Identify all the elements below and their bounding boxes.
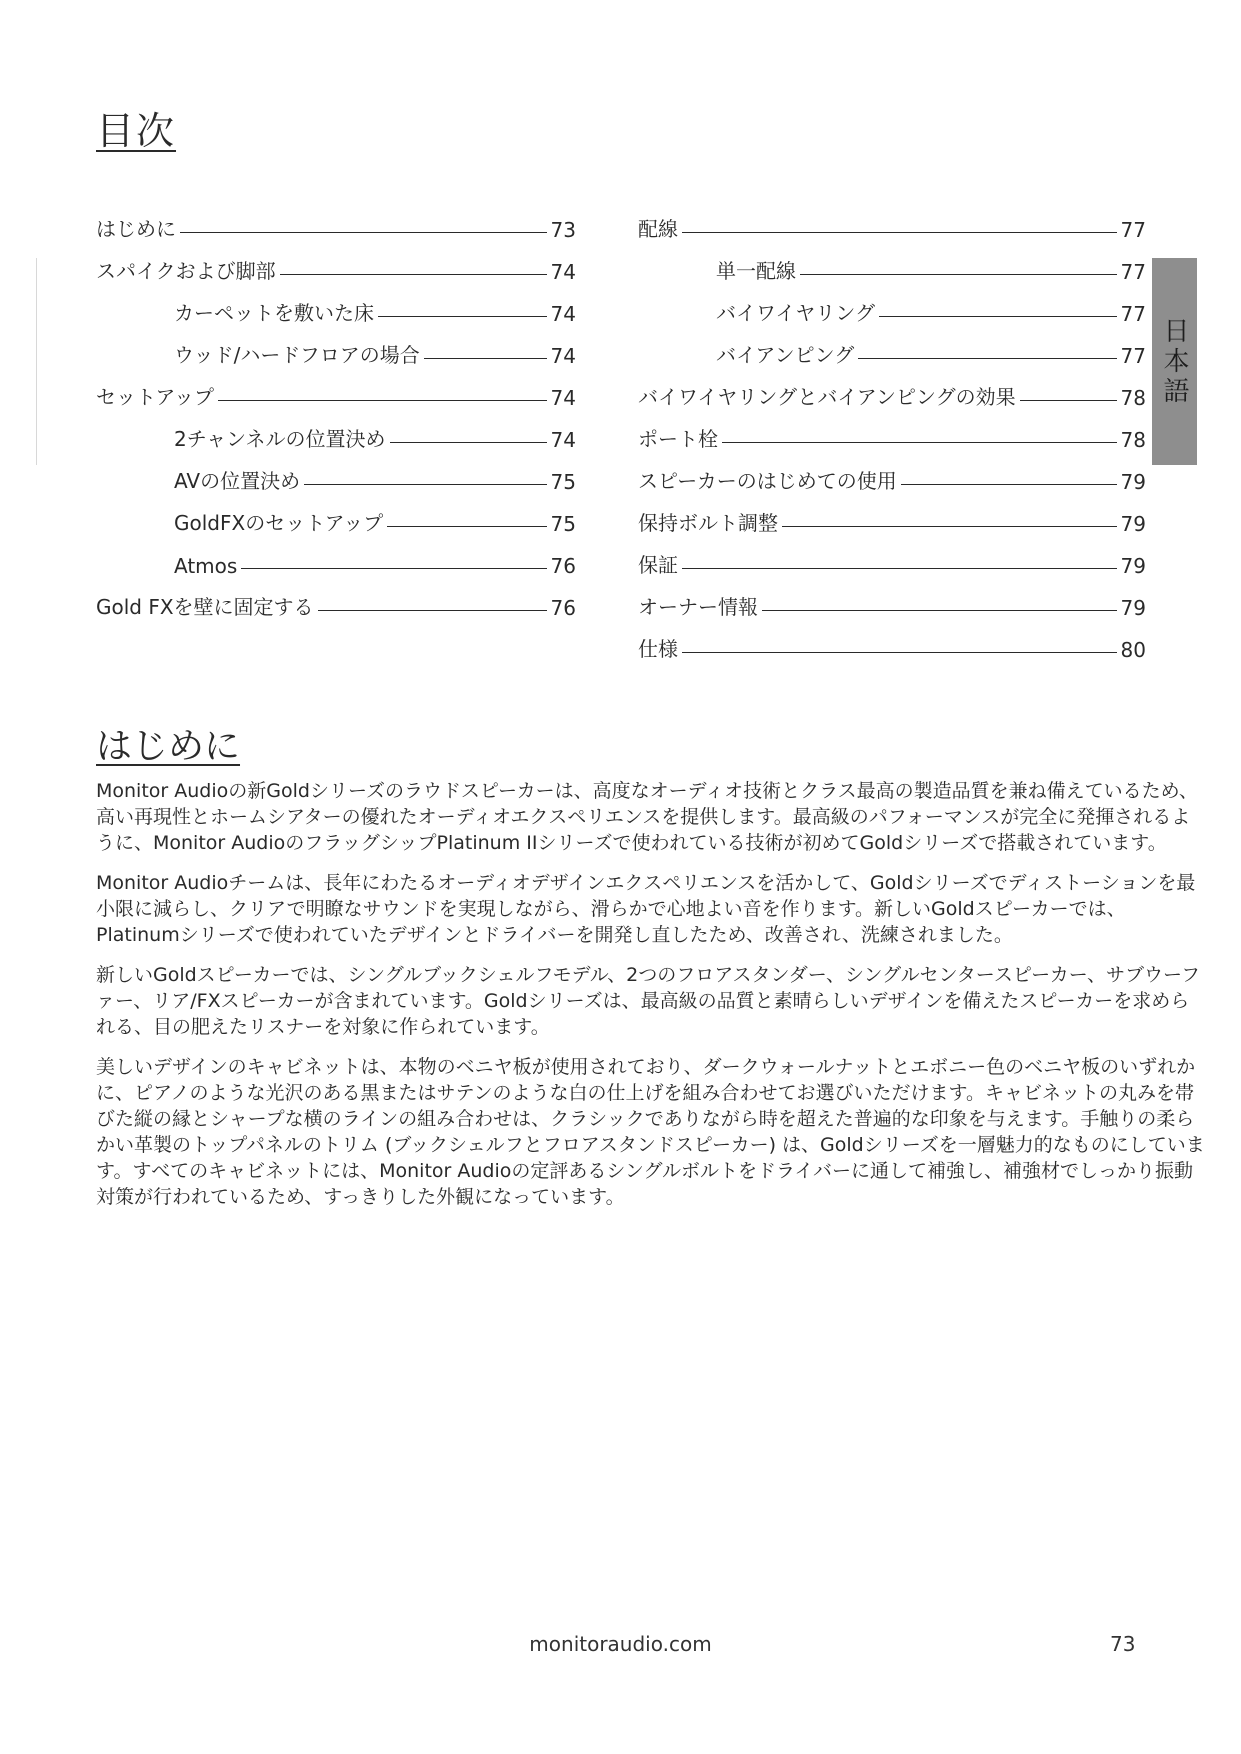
toc-leader-line: [682, 232, 1117, 233]
intro-paragraph: Monitor Audioチームは、長年にわたるオーディオデザインエクスペリエンスを活かして、Goldシリーズでディストーションを最小限に減らし、クリアで明瞭なサウンドを実現しながら、滑らかで心地よい音を作ります。新しいGoldスピーカーでは、Platinumシリーズで使われていたデザインとドライバーを開発し直したため、改善され、洗練されました。: [96, 872, 1196, 946]
toc-entry-label: オーナー情報: [638, 595, 758, 619]
toc-entry-label: バイアンピング: [716, 343, 855, 367]
intro-body: [96, 778, 1206, 1224]
toc-entry[interactable]: [96, 200, 576, 242]
toc-entry-page: 75: [550, 470, 576, 494]
toc-entry-page: 73: [550, 218, 576, 242]
toc-entry[interactable]: [96, 242, 576, 284]
toc-entry[interactable]: [96, 536, 576, 578]
toc-leader-line: [879, 316, 1117, 317]
toc-entry-label: セットアップ: [96, 385, 214, 409]
toc-entry-page: 78: [1120, 386, 1146, 410]
language-tab: [1152, 258, 1197, 465]
toc-entry[interactable]: [638, 284, 1146, 326]
toc-entry-page: 79: [1120, 554, 1146, 578]
toc-leader-line: [1020, 400, 1117, 401]
intro-heading: はじめに: [96, 726, 241, 767]
toc-right-column: [638, 200, 1146, 662]
toc-leader-line: [722, 442, 1117, 443]
toc-entry-label: ウッド/ハードフロアの場合: [174, 343, 420, 367]
toc-leader-line: [782, 526, 1117, 527]
toc-entry-page: 74: [550, 428, 576, 452]
toc-leader-line: [304, 484, 546, 485]
toc-entry-label: バイワイヤリング: [716, 301, 875, 325]
toc-entry[interactable]: [96, 368, 576, 410]
toc-leader-line: [280, 274, 547, 275]
toc-entry-page: 77: [1120, 302, 1146, 326]
toc-title: 目次: [96, 109, 177, 153]
toc-entry-label: GoldFXのセットアップ: [174, 511, 384, 535]
toc-entry-page: 74: [550, 344, 576, 368]
toc-entry-page: 76: [550, 596, 576, 620]
toc-entry[interactable]: [96, 284, 576, 326]
toc-leader-line: [390, 442, 547, 443]
toc-entry[interactable]: [638, 410, 1146, 452]
toc-entry-page: 79: [1120, 470, 1146, 494]
toc-leader-line: [682, 652, 1117, 653]
toc-entry-label: 配線: [638, 217, 678, 241]
toc-entry[interactable]: [638, 242, 1146, 284]
toc-leader-line: [858, 358, 1116, 359]
footer-page-number: 73: [1110, 1632, 1136, 1656]
toc-entry-page: 75: [550, 512, 576, 536]
toc-entry-label: Gold FXを壁に固定する: [96, 595, 314, 619]
toc-left-column: [96, 200, 576, 620]
language-tab-label: 日本語: [1159, 316, 1189, 407]
intro-paragraph: 美しいデザインのキャビネットは、本物のベニヤ板が使用されており、ダークウォールナットとエボニー色のベニヤ板のいずれかに、ピアノのような光沢のある黒またはサテンのような白の仕上げを組み合わせてお選びいただけます。キャビネットの丸みを帯びた縦の縁とシャープな横のラインの組み合わせは、クラシックでありながら時を超えた普遍的な印象を与えます。手触りの柔らかい革製のトップパネルのトリム (ブックシェルフとフロアスタンドスピーカー) は、Goldシリーズを一層魅力的なものにしています。すべてのキャビネットには、Monitor Audioの定評あるシングルボルトをドライバーに通して補強し、補強材でしっかり振動対策が行われているため、すっきりした外観になっています。: [96, 1056, 1205, 1208]
toc-entry-label: Atmos: [174, 554, 238, 578]
toc-entry-label: スピーカーのはじめての使用: [638, 469, 897, 493]
toc-entry-page: 76: [550, 554, 576, 578]
toc-entry-page: 79: [1120, 512, 1146, 536]
toc-entry-label: 保持ボルト調整: [638, 511, 778, 535]
toc-leader-line: [318, 610, 547, 611]
toc-entry[interactable]: [638, 494, 1146, 536]
toc-entry[interactable]: [638, 326, 1146, 368]
toc-entry[interactable]: [638, 620, 1146, 662]
toc-leader-line: [387, 526, 546, 527]
toc-entry-label: 2チャンネルの位置決め: [174, 427, 386, 451]
toc-leader-line: [901, 484, 1117, 485]
toc-leader-line: [241, 568, 546, 569]
toc-leader-line: [218, 400, 547, 401]
toc-entry-page: 74: [550, 260, 576, 284]
toc-entry-page: 79: [1120, 596, 1146, 620]
toc-entry[interactable]: [96, 452, 576, 494]
toc-leader-line: [800, 274, 1117, 275]
toc-entry-page: 77: [1120, 218, 1146, 242]
toc-entry-label: 保証: [638, 553, 678, 577]
toc-entry-label: バイワイヤリングとバイアンピングの効果: [638, 385, 1016, 409]
toc-entry-label: スパイクおよび脚部: [96, 259, 276, 283]
toc-leader-line: [424, 358, 547, 359]
toc-entry[interactable]: [96, 326, 576, 368]
toc-entry[interactable]: [96, 578, 576, 620]
intro-paragraph: Monitor Audioの新Goldシリーズのラウドスピーカーは、高度なオーディオ技術とクラス最高の製造品質を兼ね備えているため、高い再現性とホームシアターの優れたオーディオエクスペリエンスを提供します。最高級のパフォーマンスが完全に発揮されるように、Monitor AudioのフラッグシップPlatinum IIシリーズで使われている技術が初めてGoldシリーズで搭載されています。: [96, 780, 1198, 854]
toc-entry[interactable]: [638, 536, 1146, 578]
toc-leader-line: [682, 568, 1117, 569]
toc-entry-label: ポート栓: [638, 427, 718, 451]
toc-entry-label: はじめに: [96, 217, 176, 241]
toc-entry[interactable]: [96, 410, 576, 452]
toc-entry[interactable]: [638, 200, 1146, 242]
intro-paragraph: 新しいGoldスピーカーでは、シングルブックシェルフモデル、2つのフロアスタンダー、シングルセンタースピーカー、サブウーファー、リア/FXスピーカーが含まれています。Goldシリーズは、最高級の品質と素晴らしいデザインを備えたスピーカーを求められる、目の肥えたリスナーを対象に作られています。: [96, 964, 1201, 1038]
margin-rule: [36, 258, 37, 465]
toc-entry[interactable]: [638, 578, 1146, 620]
toc-entry[interactable]: [638, 368, 1146, 410]
toc-entry-page: 77: [1120, 260, 1146, 284]
toc-entry-page: 74: [550, 386, 576, 410]
toc-entry-label: 仕様: [638, 637, 678, 661]
toc-entry[interactable]: [638, 452, 1146, 494]
toc-entry-label: カーペットを敷いた床: [174, 301, 374, 325]
toc-entry[interactable]: [96, 494, 576, 536]
toc-entry-page: 74: [550, 302, 576, 326]
toc-entry-page: 77: [1120, 344, 1146, 368]
toc-entry-label: AVの位置決め: [174, 469, 301, 493]
toc-leader-line: [378, 316, 547, 317]
footer-url[interactable]: monitoraudio.com: [529, 1632, 712, 1656]
toc-entry-page: 78: [1120, 428, 1146, 452]
toc-entry-label: 単一配線: [716, 259, 796, 283]
toc-leader-line: [180, 232, 547, 233]
toc-entry-page: 80: [1120, 638, 1146, 662]
toc-leader-line: [762, 610, 1117, 611]
